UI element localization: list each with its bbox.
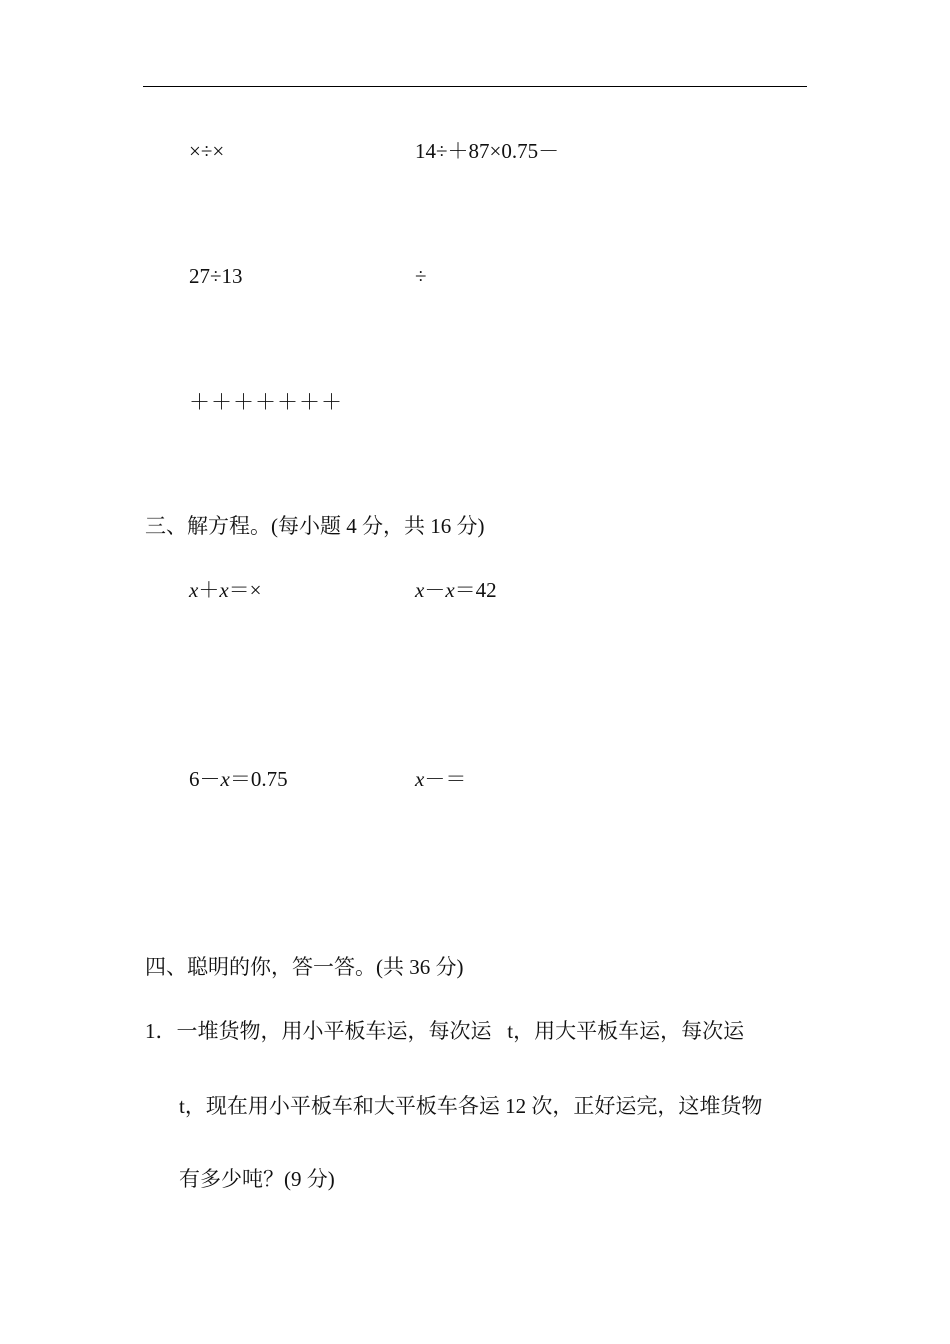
equation-2 [415,580,497,601]
eq4-var: x [415,767,425,791]
section3-heading: 三、解方程。(每小题 4 分，共 16 分) [145,514,485,538]
eq3-var: x [220,767,230,791]
question1-line3: 有多少吨？(9 分) [179,1167,335,1191]
calc-row2-left: 27÷13 [189,264,243,288]
eq3-rest: ＝0.75 [229,767,288,791]
eq2-rest: ＝42 [454,578,497,602]
equation-1 [189,580,262,601]
equation-4 [415,769,466,790]
header-rule [143,86,807,87]
eq4-rest: －＝ [424,767,467,791]
calc-row2-right: ÷ [415,264,427,288]
section4-heading: 四、聪明的你，答一答。(共 36 分) [145,955,464,979]
question1-line2: t，现在用小平板车和大平板车各运 12 次，正好运完，这堆货物 [179,1094,763,1118]
calc-row1-left: ×÷× [189,139,225,163]
eq1-mid: ＋ [198,578,220,602]
eq2-var2: x [445,578,455,602]
equation-3 [189,769,288,790]
eq1-var2: x [219,578,229,602]
eq3-pre: 6－ [189,767,221,791]
calc-row3-left: ＋＋＋＋＋＋＋ [189,390,343,414]
eq2-var1: x [415,578,425,602]
calc-row1-right: 14÷＋87×0.75－ [415,139,560,163]
eq2-mid: － [424,578,446,602]
eq1-var1: x [189,578,199,602]
eq1-rest: ＝× [228,578,262,602]
question1-line1: 1．一堆货物，用小平板车运，每次运 t，用大平板车运，每次运 [145,1019,745,1043]
